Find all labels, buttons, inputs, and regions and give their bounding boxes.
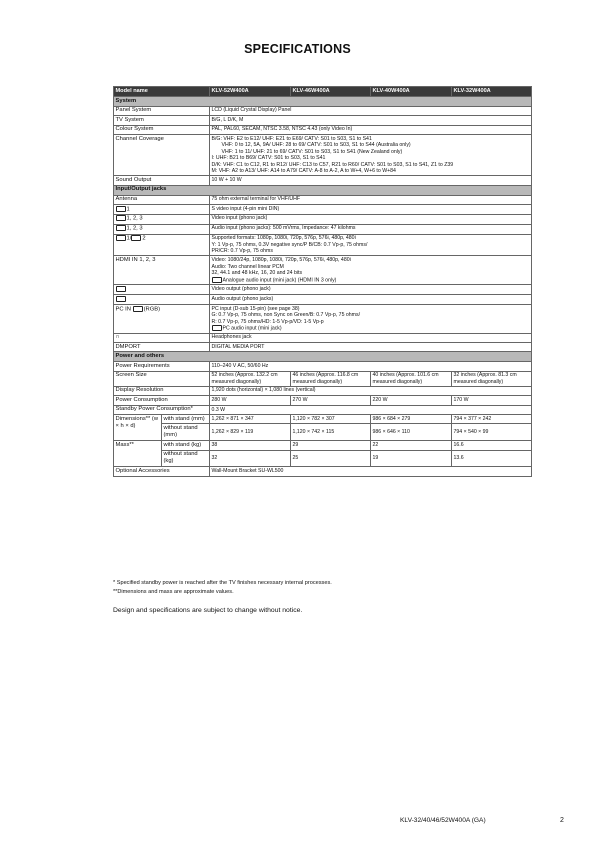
headphones-value: Headphones jack [210, 333, 532, 342]
power-consumption-52: 280 W [210, 396, 291, 405]
component-input-label: 1/ 2 [114, 234, 210, 256]
dimensions-without-stand-40: 986 × 646 × 110 [371, 424, 452, 441]
dimensions-with-stand-label: with stand (mm) [162, 415, 210, 424]
power-consumption-46: 270 W [291, 396, 371, 405]
display-resolution-label: Display Resolution [114, 386, 210, 395]
coverage-line: VHF: 0 to 12, 5A, 9A/ UHF: 28 to 69/ CATV: S01 to S03, S1 to S44 (Australia only) [221, 142, 411, 149]
dmport-label: DMPORT [114, 342, 210, 351]
hdmi-in-label: HDMI IN 1, 2, 3 [114, 256, 210, 285]
video-output-icon [116, 286, 126, 292]
component-input-icon [116, 235, 126, 241]
screen-size-46: 46 inches (Approx. 116.8 cm measured diagonally) [291, 371, 371, 386]
component-input-value: Supported formats: 1080p, 1080i, 720p, 576p, 576i, 480p, 480i Y: 1 Vp-p, 75 ohms, 0.3V negative sync/P B/CB: 0.7 Vp-p, 75 ohms/ PR/CR: 0.7 Vp-p, 75 ohms [210, 234, 532, 256]
model-46-header: KLV-46W400A [291, 87, 371, 97]
dimensions-with-stand-32: 794 × 377 × 242 [452, 415, 532, 424]
sound-output-value: 10 W + 10 W [210, 176, 532, 185]
audio-output-label [114, 295, 210, 305]
colour-system-label: Colour System [114, 125, 210, 134]
hdmi-in-value: Video: 1080/24p, 1080p, 1080i, 720p, 576p, 576i, 480p, 480i Audio: Two channel linear PCM 32, 44.1 and 48 kHz, 16, 20 and 24 bits Analogue audio input (mini jack) (HDMI IN 3 only) [210, 256, 532, 285]
mass-with-stand-40: 22 [371, 441, 452, 450]
change-notice: Design and specifications are subject to change without notice. [113, 607, 303, 614]
headphones-label [114, 333, 210, 342]
section-power-others: Power and others [114, 352, 532, 362]
model-40-header: KLV-40W400A [371, 87, 452, 97]
colour-system-value: PAL, PAL60, SECAM, NTSC 3.58, NTSC 4.43 (only Video In) [210, 125, 532, 134]
power-consumption-32: 170 W [452, 396, 532, 405]
pc-input-icon [133, 306, 143, 312]
dimensions-with-stand-40: 986 × 684 × 279 [371, 415, 452, 424]
coverage-line: D/K: VHF: C1 to C12, R1 to R12/ UHF: C13 to C57, R21 to R60/ CATV: S01 to S03, S1 to S41, Z1 to Z39 [211, 161, 454, 168]
component-input-icon [131, 235, 141, 241]
audio-output-value: Audio output (phono jacks) [210, 295, 532, 305]
audio-output-icon [116, 296, 126, 302]
power-requirements-label: Power Requirements [114, 362, 210, 371]
video-input-icon [116, 215, 126, 221]
dmport-value: DIGITAL MEDIA PORT [210, 342, 532, 351]
coverage-line: VHF: 1 to 11/ UHF: 21 to 69/ CATV: S01 to S03, S1 to S41 (New Zealand only) [221, 148, 403, 155]
coverage-line: M: VHF: A2 to A13/ UHF: A14 to A79/ CATV: A-8 to A-2, A to W+4, W+6 to W+84 [211, 168, 396, 175]
video-output-label [114, 285, 210, 295]
specifications-table [113, 86, 532, 477]
section-system: System [114, 96, 532, 106]
antenna-label: Antenna [114, 195, 210, 204]
model-name-header: Model name [114, 87, 210, 97]
power-consumption-label: Power Consumption [114, 396, 210, 405]
power-consumption-40: 220 W [371, 396, 452, 405]
mass-with-stand-label: with stand (kg) [162, 441, 210, 450]
audio-input-label: 1, 2, 3 [114, 224, 210, 234]
dimensions-with-stand-52: 1,262 × 871 × 347 [210, 415, 291, 424]
video-output-value: Video output (phono jack) [210, 285, 532, 295]
channel-coverage-value [210, 135, 532, 176]
s-video-input-label: 1 [114, 204, 210, 214]
dimensions-label: Dimensions** (w × h × d) [114, 415, 162, 441]
coverage-line: I: UHF: B21 to B69/ CATV: S01 to S03, S1 to S41 [211, 155, 326, 162]
pc-audio-icon [212, 325, 222, 331]
dimensions-without-stand-46: 1,120 × 742 × 115 [291, 424, 371, 441]
audio-input-value: Audio input (phono jacks): 500 mVrms, Impedance: 47 kilohms [210, 224, 532, 234]
optional-accessories-label: Optional Accessories [114, 467, 210, 476]
standby-power-value: 0.3 W [210, 405, 532, 414]
dimensions-without-stand-32: 794 × 540 × 99 [452, 424, 532, 441]
tv-system-value: B/G, L D/K, M [210, 116, 532, 125]
section-input-output: Input/Output jacks [114, 185, 532, 195]
audio-input-icon [116, 225, 126, 231]
model-52-header: KLV-52W400A [210, 87, 291, 97]
pc-in-value: PC input (D-sub 15-pin) (see page 38) G: 0.7 Vp-p, 75 ohms, non Sync on Green/B: 0.7 Vp-p, 75 ohms/ R: 0.7 Vp-p, 75 ohms/HD: 1-5 Vp-p/VD: 1-5 Vp-p PC audio input (mini jack) [210, 304, 532, 333]
s-video-input-icon [116, 206, 126, 212]
footnote-dimensions: **Dimensions and mass are approximate values. [113, 589, 234, 595]
video-input-label: 1, 2, 3 [114, 214, 210, 224]
panel-system-value: LCD (Liquid Crystal Display) Panel [210, 106, 532, 115]
sound-output-label: Sound Output [114, 176, 210, 185]
mass-without-stand-52: 32 [210, 450, 291, 467]
mass-with-stand-52: 38 [210, 441, 291, 450]
page-number: 2 [560, 817, 564, 824]
video-input-value: Video input (phono jack) [210, 214, 532, 224]
table-header-row [114, 87, 532, 97]
optional-accessories-value: Wall-Mount Bracket SU-WL500 [210, 467, 532, 476]
tv-system-label: TV System [114, 116, 210, 125]
dimensions-with-stand-46: 1,120 × 782 × 307 [291, 415, 371, 424]
audio-input-icon [212, 277, 222, 283]
screen-size-40: 40 inches (Approx. 101.6 cm measured diagonally) [371, 371, 452, 386]
dimensions-without-stand-label: without stand (mm) [162, 424, 210, 441]
coverage-line: B/G: VHF: E2 to E12/ UHF: E21 to E69/ CATV: S01 to S03, S1 to S41 [211, 135, 372, 142]
antenna-value: 75 ohm external terminal for VHF/UHF [210, 195, 532, 204]
mass-without-stand-32: 13.6 [452, 450, 532, 467]
display-resolution-value: 1,920 dots (horizontal) × 1,080 lines (vertical) [210, 386, 532, 395]
channel-coverage-label: Channel Coverage [114, 135, 210, 176]
mass-without-stand-label: without stand (kg) [162, 450, 210, 467]
headphones-icon: ∩ [115, 334, 120, 341]
mass-without-stand-40: 19 [371, 450, 452, 467]
pc-in-label: PC IN (RGB) [114, 304, 210, 333]
footnote-standby: * Specified standby power is reached after the TV finishes necessary internal processes. [113, 580, 332, 586]
power-requirements-value: 110–240 V AC, 50/60 Hz [210, 362, 532, 371]
s-video-input-value: S video input (4-pin mini DIN) [210, 204, 532, 214]
mass-label: Mass** [114, 441, 162, 467]
screen-size-52: 52 inches (Approx. 132.2 cm measured diagonally) [210, 371, 291, 386]
dimensions-without-stand-52: 1,262 × 829 × 119 [210, 424, 291, 441]
mass-without-stand-46: 25 [291, 450, 371, 467]
document-reference: KLV-32/40/46/52W400A (GA) [400, 817, 486, 824]
mass-with-stand-46: 29 [291, 441, 371, 450]
model-32-header: KLV-32W400A [452, 87, 532, 97]
standby-power-label: Standby Power Consumption* [114, 405, 210, 414]
screen-size-32: 32 inches (Approx. 81.3 cm measured diagonally) [452, 371, 532, 386]
page-title: SPECIFICATIONS [244, 42, 351, 56]
screen-size-label: Screen Size [114, 371, 210, 386]
panel-system-label: Panel System [114, 106, 210, 115]
mass-with-stand-32: 16.6 [452, 441, 532, 450]
